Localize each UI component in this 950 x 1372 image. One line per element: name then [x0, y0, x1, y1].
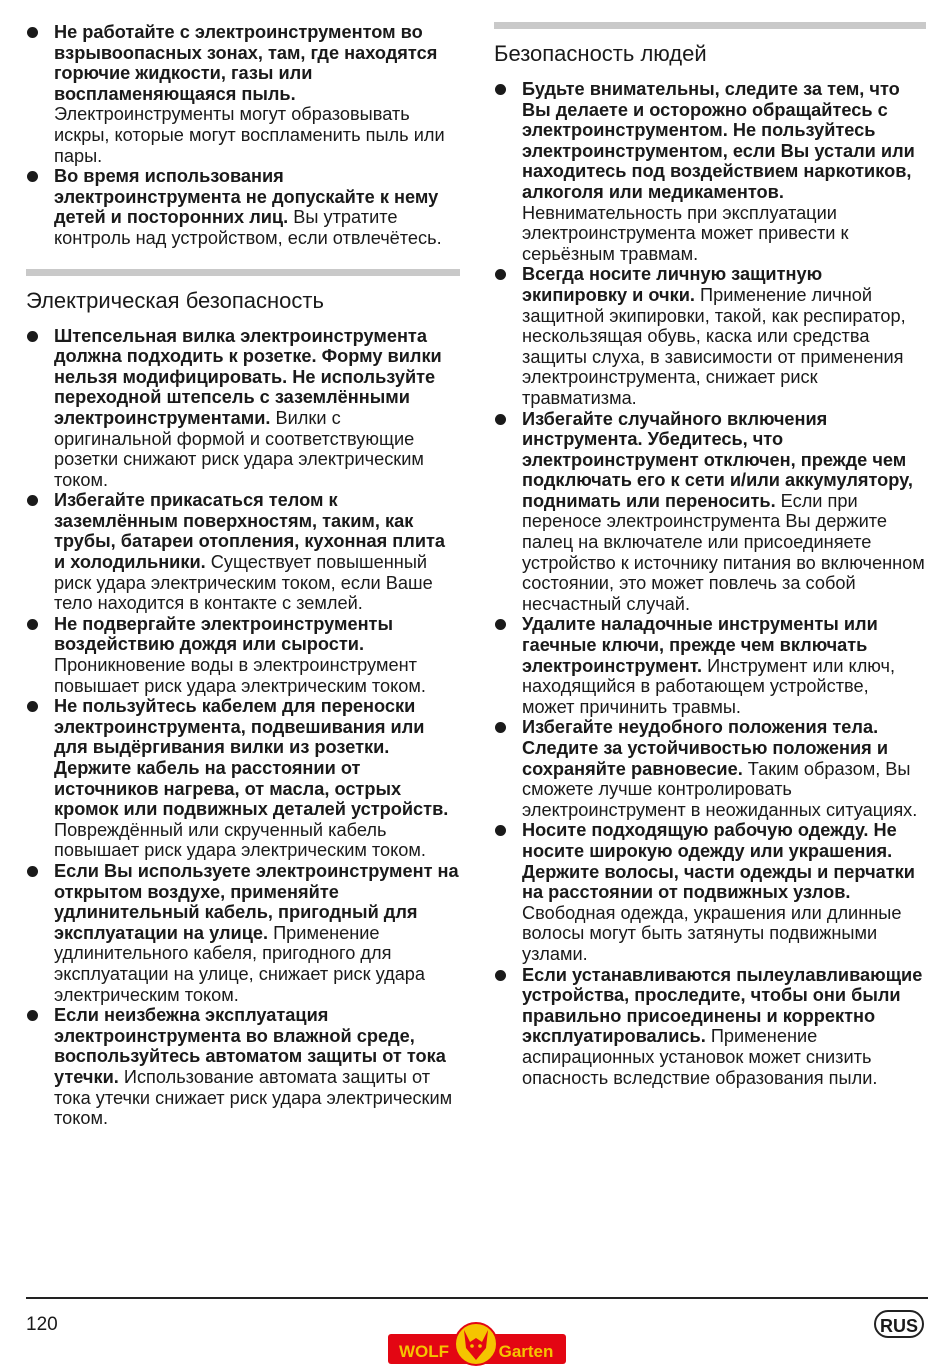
left-column — [26, 22, 460, 1129]
list-item: Всегда носите личную защитную экипировку и очки. Применение личной защитной экипировки, такой, как респиратор, нескользящая обувь, каска или средства защиты слуха, в зависимости от применения электроинструмента, снижает риск травматизма. — [494, 264, 926, 408]
intro-list — [26, 22, 460, 249]
list-item: Штепсельная вилка электроинструмента должна подходить к розетке. Форму вилки нельзя модифицировать. Не используйте переходной штепсель с заземлёнными электроинструментами. Вилки с оригинальной формой и соответствующие розетки снижают риск удара электрическим током. — [26, 326, 460, 491]
list-item: Избегайте случайного включения инструмента. Убедитесь, что электроинструмент отключен, прежде чем подключать его к сети и/или аккумулятору, поднимать или переносить. Если при переносе электроинструмента Вы держите палец на включателе или присоединяете устройство к источнику питания во включенном состоянии, это может повлечь за собой несчастный случай. — [494, 409, 926, 615]
electrical-list — [26, 326, 460, 1129]
list-item: Не работайте с электроинструментом во взрывоопасных зонах, там, где находятся горючие жидкости, газы или воспламеняющаяся пыль. Электроинструменты могут образовывать искры, которые могут воспламенить пыль или пары. — [26, 22, 460, 166]
list-item: Если Вы используете электроинструмент на открытом воздухе, применяйте удлинительный кабель, пригодный для эксплуатации на улице. Применение удлинительного кабеля, пригодного для эксплуатации на улице, снижает риск удара электрическим током. — [26, 861, 460, 1005]
section-heading-personal: Безопасность людей — [494, 41, 707, 66]
list-item: Если устанавливаются пылеулавливающие устройства, проследите, чтобы они были правильно присоединены и корректно эксплуатировались. Применение аспирационных установок может снизить опасность вследствие образования пыли. — [494, 965, 926, 1089]
list-item: Не подвергайте электроинструменты воздействию дождя или сырости. Проникновение воды в электроинструмент повышает риск удара электрическим током. — [26, 614, 460, 696]
list-item: Носите подходящую рабочую одежду. Не носите широкую одежду или украшения. Держите волосы, части одежды и перчатки на расстоянии от подвижных узлов. Свободная одежда, украшения или длинные волосы могут быть затянуты подвижными узлами. — [494, 820, 926, 964]
list-item: Во время использования электроинструмента не допускайте к нему детей и посторонних лиц. Вы утратите контроль над устройством, если отвлечётесь. — [26, 166, 460, 248]
list-item: Будьте внимательны, следите за тем, что Вы делаете и осторожно обращайтесь с электроинструментом. Не пользуйтесь электроинструментом, если Вы устали или находитесь под воздействием наркотиков, алкоголя или медикаментов. Невнимательность при эксплуатации электроинструмента может привести к серьёзным травмам. — [494, 79, 926, 264]
section-divider — [494, 22, 926, 29]
wolf-garten-logo — [388, 1320, 566, 1366]
logo-text-left: WOLF — [398, 1342, 450, 1361]
list-item: Избегайте прикасаться телом к заземлённым поверхностям, таким, как трубы, батареи отопления, кухонная плита и холодильники. Существует повышенный риск удара электрическим током, если Ваше тело находится в контакте с землей. — [26, 490, 460, 614]
section-heading-electrical: Электрическая безопасность — [26, 287, 324, 313]
list-item: Удалите наладочные инструменты или гаечные ключи, прежде чем включать электроинструмент. Инструмент или ключ, находящийся в работающем устройстве, может причинить травмы. — [494, 614, 926, 717]
logo-text-right: Garten — [498, 1342, 554, 1361]
personal-safety-list — [494, 79, 926, 1088]
list-item: Не пользуйтесь кабелем для переноски электроинструмента, подвешивания или для выдёргивания вилки из розетки. Держите кабель на расстоянии от источников нагрева, от масла, острых кромок или подвижных деталей устройств. Повреждённый или скрученный кабель повышает риск удара электрическим током. — [26, 696, 460, 861]
list-item: Избегайте неудобного положения тела. Следите за устойчивостью положения и сохраняйте равновесие. Таким образом, Вы сможете лучше контролировать электроинструмент в неожиданных ситуациях. — [494, 717, 926, 820]
section-divider — [26, 269, 460, 276]
footer-divider — [26, 1297, 928, 1299]
wolf-head-icon — [455, 1323, 497, 1365]
language-badge: RUS — [874, 1310, 924, 1338]
list-item: Если неизбежна эксплуатация электроинструмента во влажной среде, воспользуйтесь автоматом защиты от тока утечки. Использование автомата защиты от тока утечки снижает риск удара электрическим током. — [26, 1005, 460, 1129]
right-column — [494, 22, 926, 1088]
page-number: 120 — [26, 1314, 58, 1335]
